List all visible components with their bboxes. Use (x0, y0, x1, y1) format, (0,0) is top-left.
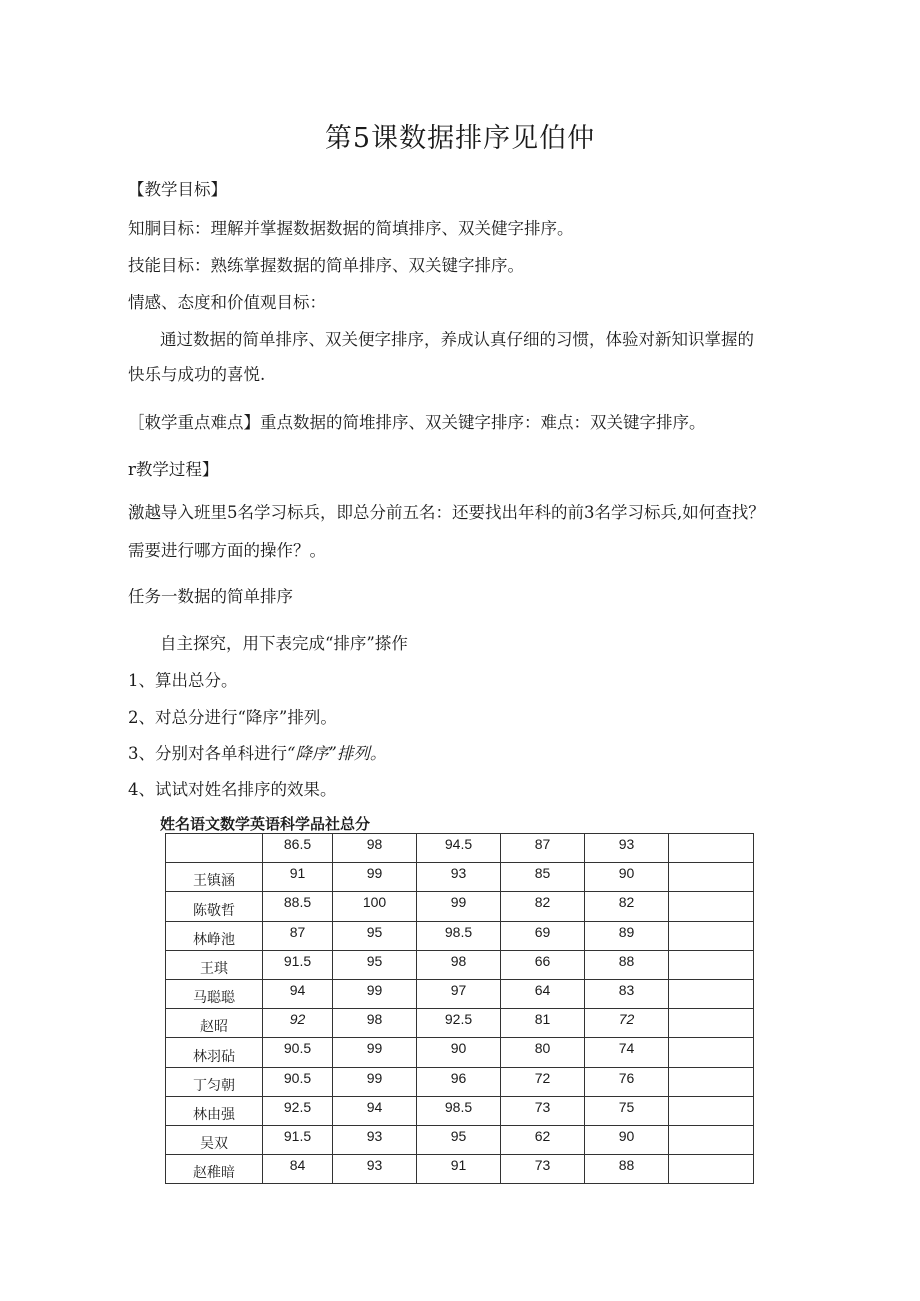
chinese-score-cell: 91 (263, 863, 333, 892)
science-score-cell: 81 (501, 1009, 585, 1038)
math-score-cell: 94 (333, 1096, 417, 1125)
math-score-cell: 98 (333, 834, 417, 863)
table-row (166, 1009, 754, 1038)
student-name-cell: 林峥池 (166, 921, 263, 950)
task-one-heading: 任务一数据的简单排序 (128, 587, 293, 606)
step-1: 1、算出总分。 (128, 671, 238, 690)
table-row (166, 979, 754, 1008)
english-score-cell: 94.5 (417, 834, 501, 863)
student-name-cell: 赵稚暗 (166, 1155, 263, 1184)
student-name-cell: 吴双 (166, 1125, 263, 1154)
table-row (166, 1155, 754, 1184)
emotion-text-line-2: 快乐与成功的喜悦. (128, 365, 266, 384)
scores-table (165, 833, 754, 1184)
social-score-cell: 83 (585, 979, 669, 1008)
table-row (166, 1038, 754, 1067)
total-score-cell (669, 1067, 754, 1096)
science-score-cell: 62 (501, 1125, 585, 1154)
student-name-cell: 丁匀朝 (166, 1067, 263, 1096)
total-score-cell (669, 979, 754, 1008)
table-row (166, 921, 754, 950)
skill-goal: 技能目标：熟练掌握数据的简单排序、双关键字排序。 (128, 256, 524, 275)
total-score-cell (669, 1009, 754, 1038)
table-row (166, 1125, 754, 1154)
chinese-score-cell: 86.5 (263, 834, 333, 863)
table-row (166, 1067, 754, 1096)
science-score-cell: 85 (501, 863, 585, 892)
total-score-cell (669, 950, 754, 979)
total-score-cell (669, 1038, 754, 1067)
explore-instruction: 自主探究，用下表完成“排序”搽作 (160, 634, 408, 653)
table-row (166, 834, 754, 863)
student-name-cell: 赵昭 (166, 1009, 263, 1038)
math-score-cell: 99 (333, 863, 417, 892)
chinese-score-cell: 90.5 (263, 1038, 333, 1067)
science-score-cell: 82 (501, 892, 585, 921)
social-score-cell: 82 (585, 892, 669, 921)
chinese-score-cell: 94 (263, 979, 333, 1008)
english-score-cell: 96 (417, 1067, 501, 1096)
key-points: ［敕学重点难点】重点数据的简堆排序、双关键字排序：难点：双关键字排序。 (128, 413, 706, 432)
emotion-goal: 情感、态度和价值观目标： (128, 293, 326, 312)
chinese-score-cell: 91.5 (263, 1125, 333, 1154)
math-score-cell: 99 (333, 1067, 417, 1096)
science-score-cell: 87 (501, 834, 585, 863)
chinese-score-cell: 87 (263, 921, 333, 950)
english-score-cell: 92.5 (417, 1009, 501, 1038)
total-score-cell (669, 921, 754, 950)
page-title: 第5课数据排序见伯仲 (324, 123, 596, 154)
step-3 (128, 740, 386, 764)
total-score-cell (669, 892, 754, 921)
student-name-cell: 马聪聪 (166, 979, 263, 1008)
science-score-cell: 66 (501, 950, 585, 979)
social-score-cell: 88 (585, 1155, 669, 1184)
step-4: 4、试试对姓名排序的效果。 (128, 780, 337, 799)
math-score-cell: 99 (333, 1038, 417, 1067)
chinese-score-cell: 88.5 (263, 892, 333, 921)
math-score-cell: 98 (333, 1009, 417, 1038)
chinese-score-cell: 84 (263, 1155, 333, 1184)
social-score-cell: 89 (585, 921, 669, 950)
chinese-score-cell: 92 (263, 1009, 333, 1038)
table-row (166, 863, 754, 892)
english-score-cell: 90 (417, 1038, 501, 1067)
english-score-cell: 95 (417, 1125, 501, 1154)
social-score-cell: 75 (585, 1096, 669, 1125)
social-score-cell: 76 (585, 1067, 669, 1096)
social-score-cell: 90 (585, 1125, 669, 1154)
math-score-cell: 95 (333, 950, 417, 979)
table-caption: 姓名语文数学英语科学品社总分 (160, 815, 371, 833)
step-2: 2、对总分进行“降序”排列。 (128, 708, 337, 727)
social-score-cell: 72 (585, 1009, 669, 1038)
english-score-cell: 93 (417, 863, 501, 892)
total-score-cell (669, 1096, 754, 1125)
english-score-cell: 98 (417, 950, 501, 979)
english-score-cell: 98.5 (417, 1096, 501, 1125)
student-name-cell: 王琪 (166, 950, 263, 979)
total-score-cell (669, 863, 754, 892)
student-name-cell: 王镇涵 (166, 863, 263, 892)
table-row (166, 950, 754, 979)
english-score-cell: 98.5 (417, 921, 501, 950)
student-name-cell: 林羽砧 (166, 1038, 263, 1067)
science-score-cell: 73 (501, 1096, 585, 1125)
knowledge-goal: 知胴目标：理解并掌握数据数据的简填排序、双关健字排序。 (128, 219, 574, 238)
table-row (166, 1096, 754, 1125)
math-score-cell: 100 (333, 892, 417, 921)
math-score-cell: 93 (333, 1155, 417, 1184)
social-score-cell: 88 (585, 950, 669, 979)
chinese-score-cell: 91.5 (263, 950, 333, 979)
english-score-cell: 91 (417, 1155, 501, 1184)
chinese-score-cell: 90.5 (263, 1067, 333, 1096)
student-name-cell: 陈敬哲 (166, 892, 263, 921)
math-score-cell: 95 (333, 921, 417, 950)
intro-line-2: 需要进行哪方面的操作？。 (128, 541, 326, 560)
step-3-text: 3、分别对各单科进行 (128, 744, 287, 763)
goals-header: 【教学目标】 (128, 180, 227, 199)
step-3-italic-text: “降序”排列。 (287, 744, 387, 763)
math-score-cell: 93 (333, 1125, 417, 1154)
science-score-cell: 69 (501, 921, 585, 950)
social-score-cell: 93 (585, 834, 669, 863)
intro-line-1: 激越导入班里5名学习标兵，即总分前五名：还要找出年科的前3名学习标兵,如何查找？ (128, 503, 765, 522)
english-score-cell: 97 (417, 979, 501, 1008)
social-score-cell: 90 (585, 863, 669, 892)
math-score-cell: 99 (333, 979, 417, 1008)
total-score-cell (669, 1125, 754, 1154)
social-score-cell: 74 (585, 1038, 669, 1067)
english-score-cell: 99 (417, 892, 501, 921)
table-row (166, 892, 754, 921)
emotion-text-line-1: 通过数据的简单排序、双关便字排序，养成认真仔细的习惯，体验对新知识掌握的 (160, 330, 754, 349)
total-score-cell (669, 1155, 754, 1184)
student-name-cell: 林由强 (166, 1096, 263, 1125)
science-score-cell: 73 (501, 1155, 585, 1184)
total-score-cell (669, 834, 754, 863)
science-score-cell: 64 (501, 979, 585, 1008)
science-score-cell: 72 (501, 1067, 585, 1096)
chinese-score-cell: 92.5 (263, 1096, 333, 1125)
process-header: r教学过程】 (128, 460, 219, 479)
science-score-cell: 80 (501, 1038, 585, 1067)
student-name-cell (166, 834, 263, 863)
